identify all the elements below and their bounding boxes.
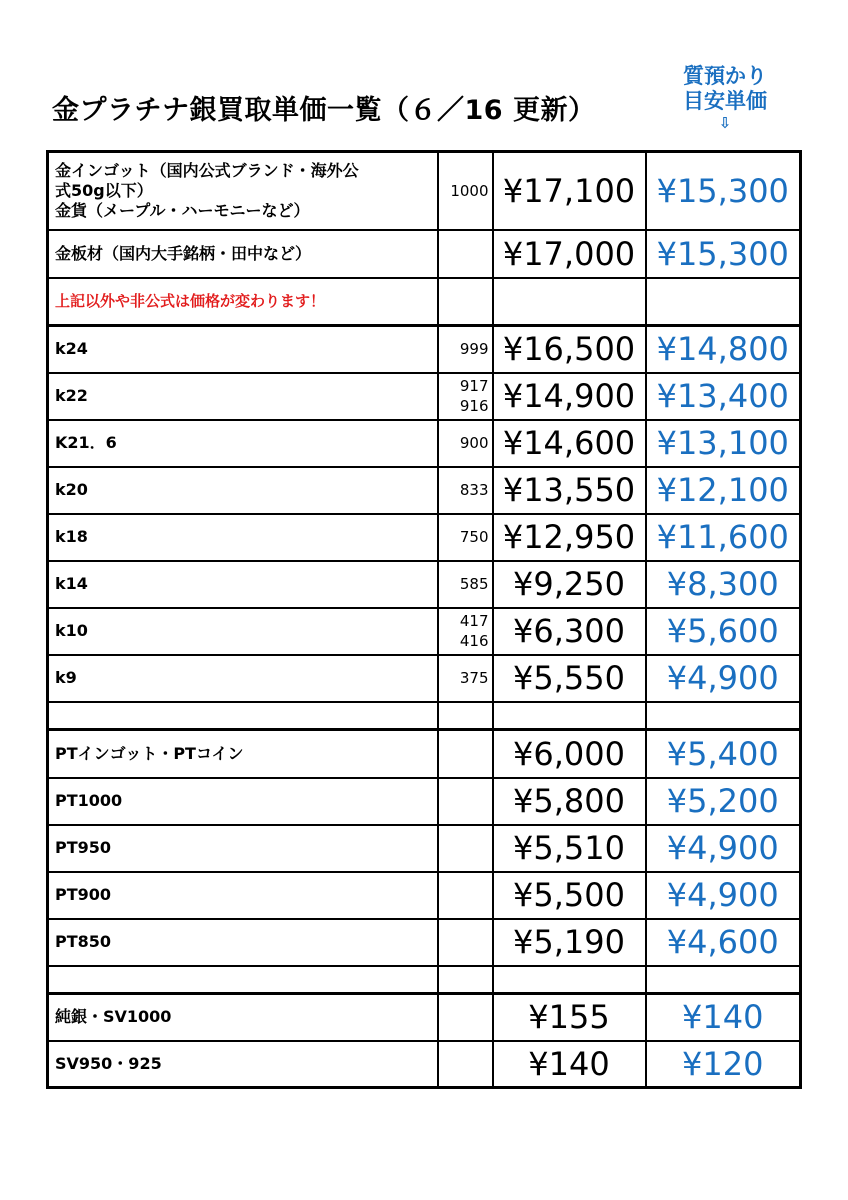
fineness	[438, 919, 493, 966]
notice-row	[48, 278, 801, 326]
buy-price	[493, 702, 646, 730]
buy-price: ¥5,800	[493, 778, 646, 825]
item-name: k24	[48, 326, 438, 373]
fineness: 999	[438, 326, 493, 373]
fineness: 833	[438, 467, 493, 514]
price-row	[48, 467, 801, 514]
buy-price: ¥9,250	[493, 561, 646, 608]
price-row	[48, 655, 801, 702]
pawn-header-line1: 質預かり	[683, 64, 767, 88]
fineness: 917 916	[438, 373, 493, 420]
page-title: 金プラチナ銀買取単価一覧（６／16 更新）	[52, 95, 596, 126]
price-table	[46, 150, 802, 1089]
price-row	[48, 230, 801, 278]
item-name: k20	[48, 467, 438, 514]
item-name: k10	[48, 608, 438, 655]
item-name: PT1000	[48, 778, 438, 825]
item-name	[48, 702, 438, 730]
price-row	[48, 872, 801, 919]
item-name: k9	[48, 655, 438, 702]
buy-price: ¥14,900	[493, 373, 646, 420]
buy-price: ¥5,550	[493, 655, 646, 702]
pawn-price: ¥12,100	[646, 467, 801, 514]
spacer-row	[48, 702, 801, 730]
price-row	[48, 825, 801, 872]
pawn-price	[646, 966, 801, 994]
pawn-price: ¥15,300	[646, 230, 801, 278]
buy-price: ¥13,550	[493, 467, 646, 514]
down-arrow-icon: ⇩	[718, 114, 732, 132]
buy-price: ¥6,000	[493, 730, 646, 778]
price-row	[48, 608, 801, 655]
price-row	[48, 420, 801, 467]
pawn-price: ¥5,200	[646, 778, 801, 825]
buy-price: ¥17,100	[493, 152, 646, 230]
buy-price: ¥140	[493, 1041, 646, 1088]
fineness: 417 416	[438, 608, 493, 655]
price-row	[48, 994, 801, 1041]
pawn-price: ¥11,600	[646, 514, 801, 561]
spacer-row	[48, 966, 801, 994]
fineness: 375	[438, 655, 493, 702]
buy-price: ¥17,000	[493, 230, 646, 278]
pawn-price	[646, 702, 801, 730]
fineness: 900	[438, 420, 493, 467]
price-row	[48, 514, 801, 561]
pawn-price: ¥14,800	[646, 326, 801, 373]
item-name: K21．6	[48, 420, 438, 467]
price-row	[48, 152, 801, 230]
buy-price	[493, 966, 646, 994]
fineness	[438, 872, 493, 919]
item-name: k18	[48, 514, 438, 561]
pawn-price: ¥13,100	[646, 420, 801, 467]
pawn-price: ¥13,400	[646, 373, 801, 420]
fineness: 750	[438, 514, 493, 561]
fineness	[438, 278, 493, 326]
item-name: PT900	[48, 872, 438, 919]
pawn-price: ¥4,900	[646, 825, 801, 872]
pawn-header-line2: 目安単価	[683, 89, 767, 113]
fineness	[438, 702, 493, 730]
pawn-price: ¥140	[646, 994, 801, 1041]
item-name: 上記以外や非公式は価格が変わります！	[48, 278, 438, 326]
price-table-body	[48, 152, 801, 1088]
item-name: k14	[48, 561, 438, 608]
price-row	[48, 919, 801, 966]
fineness	[438, 730, 493, 778]
fineness	[438, 966, 493, 994]
item-name: SV950・925	[48, 1041, 438, 1088]
fineness	[438, 825, 493, 872]
fineness: 1000	[438, 152, 493, 230]
buy-price: ¥5,190	[493, 919, 646, 966]
item-name	[48, 966, 438, 994]
item-name: 純銀・SV1000	[48, 994, 438, 1041]
item-name: 金板材（国内大手銘柄・田中など）	[48, 230, 438, 278]
fineness	[438, 994, 493, 1041]
fineness: 585	[438, 561, 493, 608]
price-row	[48, 778, 801, 825]
buy-price: ¥14,600	[493, 420, 646, 467]
fineness	[438, 778, 493, 825]
item-name: PTインゴット・PTコイン	[48, 730, 438, 778]
buy-price: ¥12,950	[493, 514, 646, 561]
pawn-price: ¥120	[646, 1041, 801, 1088]
buy-price: ¥5,500	[493, 872, 646, 919]
fineness	[438, 230, 493, 278]
pawn-price: ¥4,900	[646, 655, 801, 702]
pawn-price: ¥15,300	[646, 152, 801, 230]
price-row	[48, 1041, 801, 1088]
price-row	[48, 561, 801, 608]
price-row	[48, 326, 801, 373]
pawn-price: ¥8,300	[646, 561, 801, 608]
price-row	[48, 373, 801, 420]
fineness	[438, 1041, 493, 1088]
buy-price: ¥5,510	[493, 825, 646, 872]
buy-price: ¥6,300	[493, 608, 646, 655]
item-name: PT950	[48, 825, 438, 872]
item-name: PT850	[48, 919, 438, 966]
pawn-price: ¥5,600	[646, 608, 801, 655]
buy-price	[493, 278, 646, 326]
pawn-price: ¥5,400	[646, 730, 801, 778]
item-name: k22	[48, 373, 438, 420]
item-name: 金インゴット（国内公式ブランド・海外公 式50g以下） 金貨（メープル・ハーモニーなど）	[48, 152, 438, 230]
buy-price: ¥155	[493, 994, 646, 1041]
pawn-price: ¥4,900	[646, 872, 801, 919]
price-row	[48, 730, 801, 778]
buy-price: ¥16,500	[493, 326, 646, 373]
pawn-price-header	[650, 64, 800, 132]
pawn-price: ¥4,600	[646, 919, 801, 966]
pawn-price	[646, 278, 801, 326]
